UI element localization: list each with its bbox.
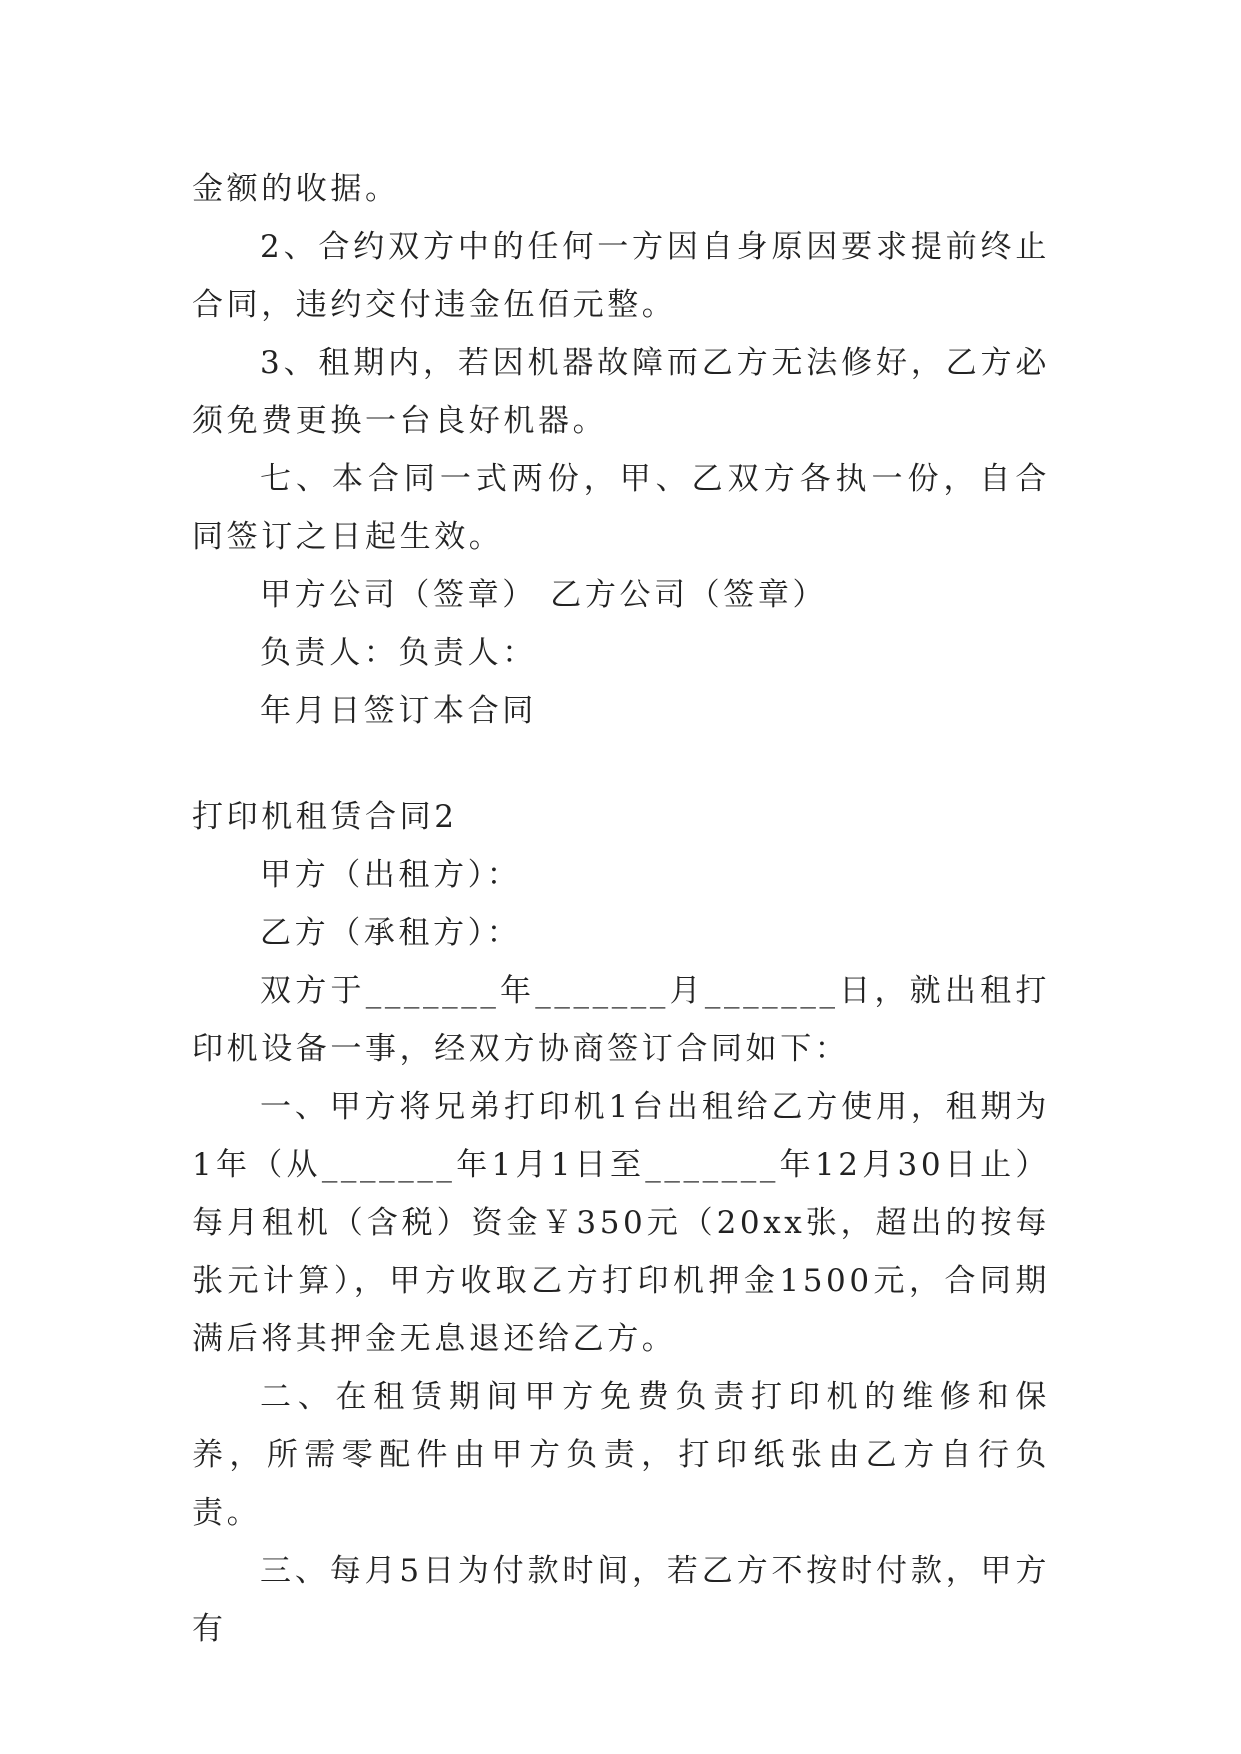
paragraph-clause-7-copies: 七、本合同一式两份，甲、乙双方各执一份，自合同签订之日起生效。	[192, 461, 1050, 555]
paragraph-article-3-payment: 三、每月5日为付款时间，若乙方不按时付款，甲方有	[192, 1553, 1050, 1647]
party-b-lessee: 乙方（承租方）：	[260, 915, 522, 951]
paragraph-article-2-maintenance: 二、在租赁期间甲方免费负责打印机的维修和保养，所需零配件由甲方负责，打印纸张由乙方自行负责。	[192, 1379, 1050, 1531]
paragraph-preamble: 双方于_______年_______月_______日，就出租打印机设备一事，经双方协商签订合同如下：	[192, 973, 1050, 1067]
signature-companies: 甲方公司（签章） 乙方公司（签章）	[260, 577, 828, 613]
paragraph-clause-2-termination: 2、合约双方中的任何一方因自身原因要求提前终止合同，违约交付违金伍佰元整。	[192, 229, 1050, 323]
paragraph-receipt-end: 金额的收据。	[192, 171, 400, 207]
document-body	[192, 160, 1050, 1658]
paragraph-article-1-rental: 一、甲方将兄弟打印机1台出租给乙方使用，租期为1年（从_______年1月1日至_______年12月30日止）每月租机（含税）资金￥350元（20xx张，超出的按每张元计算），甲方收取乙方打印机押金1500元，合同期满后将其押金无息退还给乙方。	[192, 1089, 1050, 1357]
signature-date: 年月日签订本合同	[260, 693, 537, 729]
signature-responsible-persons: 负责人：负责人：	[260, 635, 537, 671]
section-title: 打印机租赁合同2	[192, 799, 458, 835]
paragraph-clause-3-replacement: 3、租期内，若因机器故障而乙方无法修好，乙方必须免费更换一台良好机器。	[192, 345, 1050, 439]
party-a-lessor: 甲方（出租方）：	[260, 857, 522, 893]
